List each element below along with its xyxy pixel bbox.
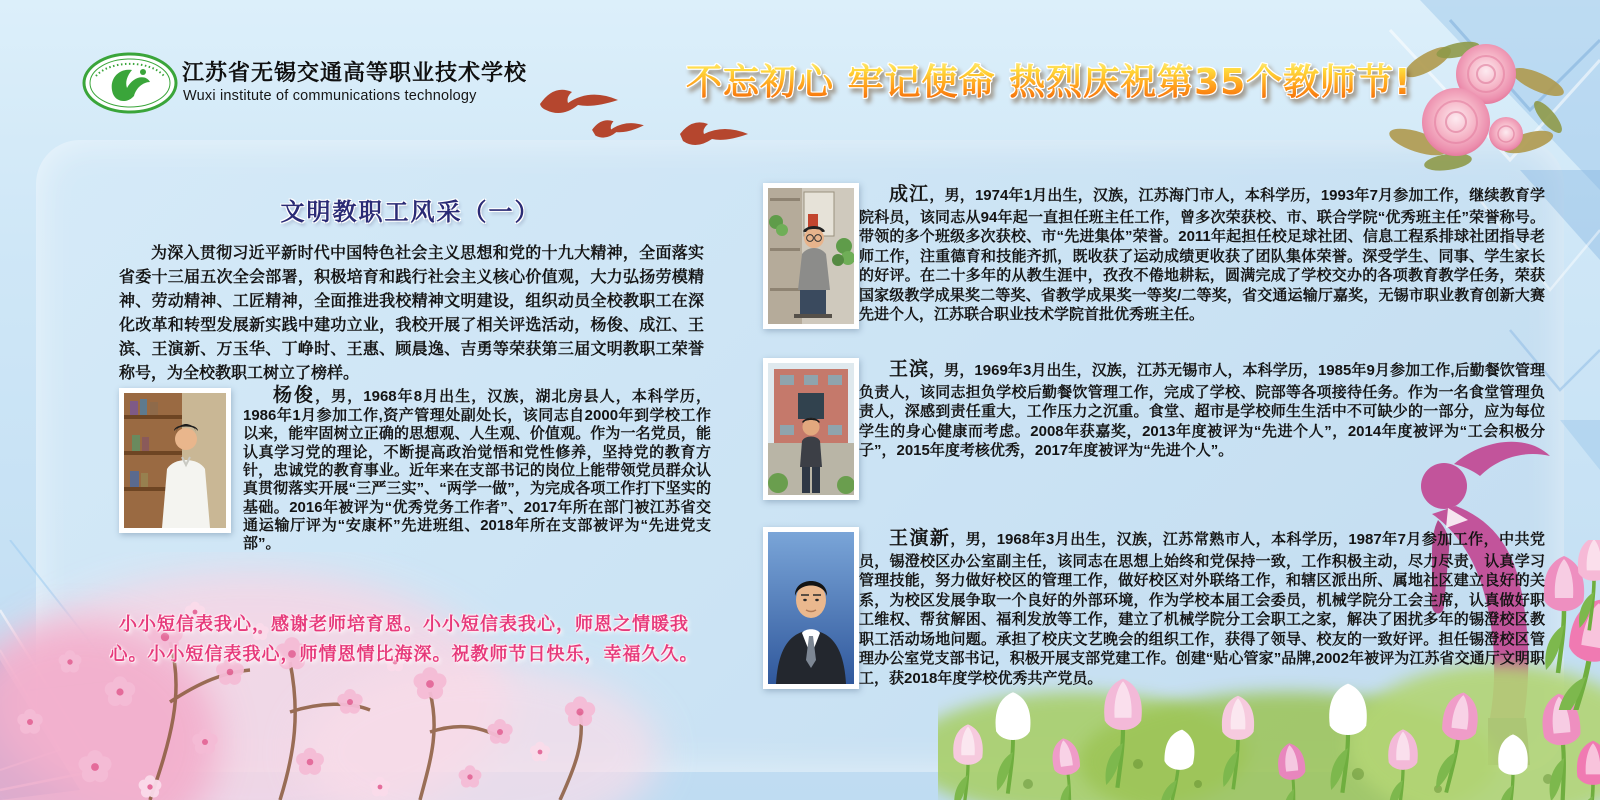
greeting-message: 小小短信表我心，感谢老师培育恩。小小短信表我心，师恩之情暖我心。小小短信表我心，师情恩情比海深。祝教师节日快乐，幸福久久。 — [109, 614, 699, 665]
profile-chengjiang-text — [859, 183, 1545, 329]
photo-wangyanxin — [763, 527, 859, 689]
school-logo — [80, 50, 180, 116]
banner-title: 不忘初心 牢记使命 热烈庆祝第35个教师节! — [686, 54, 1412, 105]
profile-wangbin-bio: ，男，1969年3月出生，汉族，江苏无锡市人，本科学历，1985年9月参加工作,后勤餐饮管理负责人，该同志担负学校后勤餐饮管理工作，完成了学校、院部等各项接待任务。作为一名食堂管理负责人，深感到责任重大，工作压力之沉重。食堂、超市是学校师生生活中不可缺少的一部分，应为每位学生的身心健康而考虑。2008年获嘉奖，2013年度被评为“先进个人”，2014年度被评为“工会积极分子”，2015年度考核优秀，2017年度被评为“先进个人”。 — [859, 362, 1545, 460]
cherry-blossom-decoration — [0, 552, 700, 800]
photo-yangjun — [119, 388, 231, 533]
photo-chengjiang — [763, 183, 859, 329]
intro-paragraph: 为深入贯彻习近平新时代中国特色社会主义思想和党的十九大精神，全面落实省委十三届五次全会部署，积极培育和践行社会主义核心价值观，大力弘扬劳模精神、劳动精神、工匠精神，全面推进我校精神文明建设，组织动员全校教职工在深化改革和转型发展新实践中建功立业，我校开展了相关评选活动，杨俊、成江、王滨、王演新、万玉华、丁峥时、王惠、顾晨逸、吉勇等荣获第三届文明教职工荣誉称号，为全校教职工树立了榜样。 — [119, 243, 704, 382]
school-name-zh: 江苏省无锡交通高等职业技术学校 — [182, 60, 528, 86]
profile-chengjiang-name: 成江 — [889, 184, 930, 205]
profile-chengjiang — [763, 183, 1545, 329]
school-name-en: Wuxi institute of communications technology — [183, 88, 477, 104]
profile-wangbin-text — [859, 358, 1545, 500]
profile-chengjiang-bio: ，男，1974年1月出生，汉族，江苏海门市人，本科学历，1993年7月参加工作，继续教育学院科员，该同志从94年起一直担任班主任工作，曾多次荣获校、市、联合学院“优秀班主任”荣誉称号。带领的多个班级多次获校、市“先进集体”荣誉。2011年起担任校足球社团、信息工程系排球社团指导老师工作，注重德育和技能齐抓，既收获了运动成绩更收获了团队集体荣誉。深受学生、同事、学生家长的好评。在二十多年的从教生涯中，孜孜不倦地耕耘，圆满完成了学校交办的各项教育教学任务，荣获国家级教学成果奖二等奖、省教学成果奖一等奖/二等奖，省交通运输厅嘉奖，无锡市职业教育创新大赛先进个人，江苏联合职业技术学院首批优秀班主任。 — [859, 187, 1545, 324]
profile-yangjun — [119, 384, 711, 554]
photo-wangbin — [763, 358, 859, 500]
profile-wangbin — [763, 358, 1545, 500]
profile-wangyanxin — [763, 527, 1545, 689]
profile-wangyanxin-name: 王演新 — [889, 528, 951, 549]
profile-wangyanxin-text — [859, 527, 1545, 689]
profile-wangbin-name: 王滨 — [889, 359, 930, 380]
profile-yangjun-name: 杨俊 — [273, 385, 316, 406]
profile-yangjun-bio: ，男，1968年8月出生，汉族，湖北房县人，本科学历，1986年1月参加工作,资产管理处副处长，该同志自2000年到学校工作以来，能牢固树立正确的思想观、人生观、价值观。作为一名党员，能认真学习党的理论，不断提高政治觉悟和党性修养，坚持党的教育方针，忠诚党的教育事业。近年来在支部书记的岗位上能带领党员群众认真贯彻落实开展“三严三实”、“两学一做”，为完成各项工作打下坚实的基础。2016年被评为“优秀党务工作者”、2017年所在部门被江苏省交通运输厅评为“安康杯”先进班组、2018年所在支部被评为“先进党支部”。 — [243, 388, 711, 553]
section-title: 文明教职工风采（一） — [280, 197, 541, 226]
profile-wangyanxin-bio: ，男，1968年3月出生，汉族，江苏常熟市人，本科学历，1987年7月参加工作，中共党员，锡澄校区办公室副主任，该同志在思想上始终和党保持一致，工作积极主动，尽力尽责，认真学习管理技能，努力做好校区的管理工作，做好校区对外联络工作，和辖区派出所、属地社区建立良好的关系，为校区发展争取一个良好的外部环境，作为学校本届工会委员，机械学院分工会主席，认真做好职工维权、帮贫解困、福利发放等工作，建立了机械学院分工会职工之家，解决了困扰多年的锡澄校区教职工活动场地问题。承担了校庆文艺晚会的组织工作，获得了领导、校友的一致好评。担任锡澄校区管理办公室党支部书记，积极开展支部党建工作。创建“贴心管家”品牌,2002年被评为江苏省交通厅文明职工，获2018年度学校优秀共产党员。 — [859, 531, 1545, 687]
tulip-edge-decoration — [1544, 540, 1600, 710]
